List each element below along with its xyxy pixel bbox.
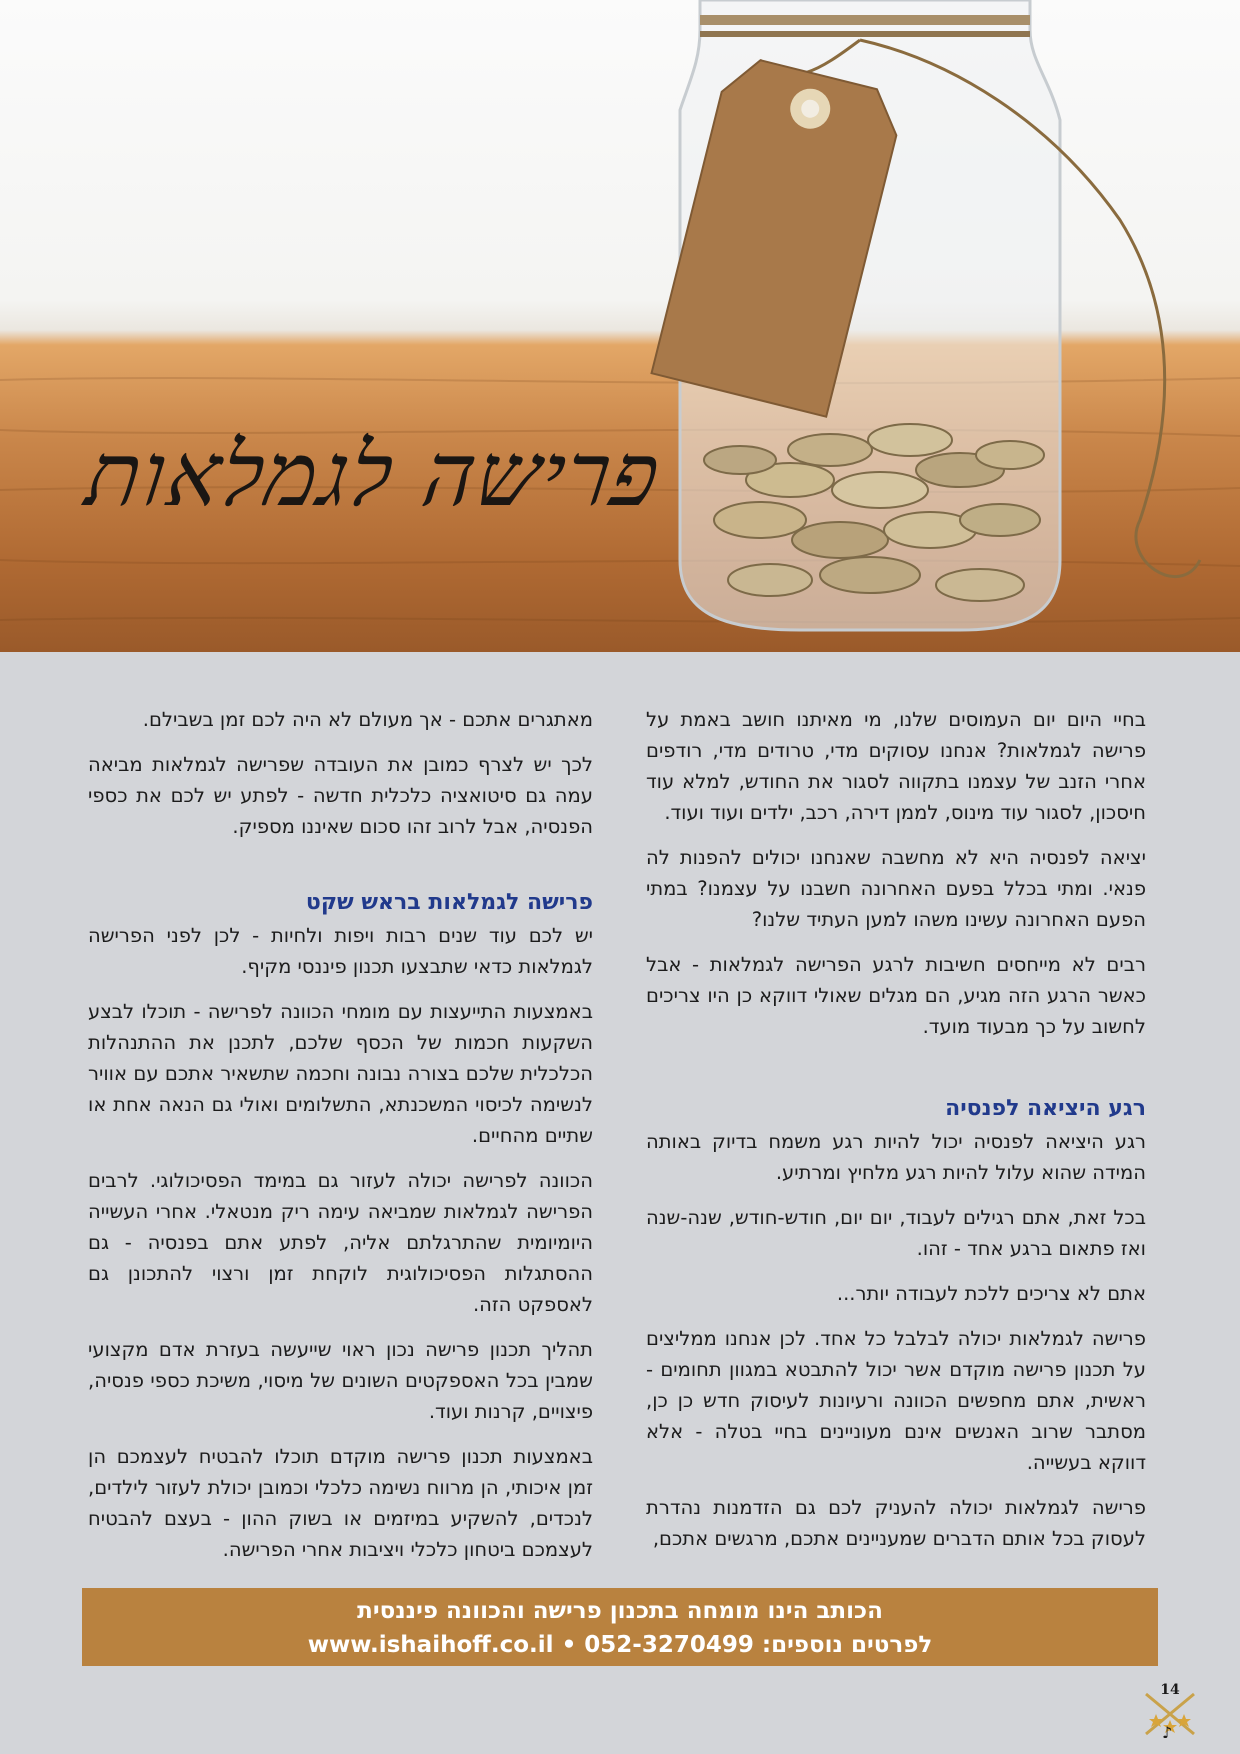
coin-jar-photo [0,0,1240,652]
paragraph: רגע היציאה לפנסיה יכול להיות רגע משמח בדיוק באותה המידה שהוא עלול להיות רגע מלחיץ ומרתיע. [646,1130,1146,1184]
paragraph: באמצעות תכנון פרישה מוקדם תוכלו להבטיח לעצמכם הן זמן איכותי, הן מרווח נשימה כלכלי וכמובן יכולת לעזור לילדים, לנכדים, להשקיע במיזמים או בשוק ההון - בעצם להבטיח לעצמכם ביטחון כלכלי ויציבות אחרי הפרישה. [88,1445,593,1561]
paragraph: יש לכם עוד שנים רבות ויפות ולחיות - לכן לפני הפרישה לגמלאות כדאי שתבצעו תכנון פיננסי מקיף. [88,924,593,978]
right-column [646,704,1146,1568]
paragraph: מאתגרים אתכם - אך מעולם לא היה לכם זמן בשבילם. [142,708,593,731]
paragraph: לכך יש לצרף כמובן את העובדה שפרישה לגמלאות מביאה עמה גם סיטואציה כלכלית חדשה - לפתע יש לכם את כספי הפנסיה, אבל לרוב זהו סכום שאיננו מספיק. [88,753,593,838]
left-column [88,704,593,1579]
paragraph: יציאה לפנסיה היא לא מחשבה שאנחנו יכולים להפנות לה פנאי. ומתי בכלל בפעם האחרונה חשבנו על עצמנו? במתי הפעם האחרונה עשינו משהו למען העתיד שלנו? [646,846,1146,931]
page-number-badge [1140,1678,1200,1738]
contact-details: לפרטים נוספים: 052-3270499 • www.ishaihoff.co.il [307,1632,933,1658]
page-title: פרישה לגמלאות [80,423,668,526]
page-number: 14 [1160,1682,1180,1698]
paragraph: בכל זאת, אתם רגילים לעבוד, יום יום, חודש-חודש, שנה-שנה ואז פתאום ברגע אחד - זהו. [646,1206,1146,1260]
author-credit: הכותב הינו מומחה בתכנון פרישה והכוונה פיננסית [357,1598,883,1624]
section-heading: רגע היציאה לפנסיה [945,1096,1146,1121]
paragraph: פרישה לגמלאות יכולה להעניק לכם גם הזדמנות נהדרת לעסוק בכל אותם הדברים שמעניינים אתכם, מרגשים אתכם, [646,1496,1146,1550]
paragraph: בחיי היום יום העמוסים שלנו, מי מאיתנו חושב באמת על פרישה לגמלאות? אנחנו עסוקים מדי, טרודים מדי, רודפים אחרי הזנב של עצמנו בתקווה לסגור את החודש, למלא עוד חיסכון, לסגור עוד מינוס, לממן דירה, רכב, ילדים ועוד ועוד. [646,708,1146,824]
paragraph: תהליך תכנון פרישה נכון ראוי שייעשה בעזרת אדם מקצועי שמבין בכל האספקטים השונים של מיסוי, משיכת כספי פנסיה, פיצויים, קרנות ועוד. [88,1338,593,1423]
paragraph: רבים לא מייחסים חשיבות לרגע הפרישה לגמלאות - אבל כאשר הרגע הזה מגיע, הם מגלים שאולי דווקא כן היו צריכים לחשוב על כך מבעוד מועד. [646,953,1146,1038]
paragraph: אתם לא צריכים ללכת לעבודה יותר... [836,1282,1146,1305]
contact-banner [82,1588,1158,1666]
paragraph: באמצעות התייעצות עם מומחי הכוונה לפרישה - תוכלו לבצע השקעות חכמות של הכסף שלכם, לתכנן את ההתנהלות הכלכלית שלכם בצורה נבונה וחכמה שתשאיר אתכם עם אוויר לנשימה לכיסוי המשכנתא, התשלומים ואולי גם הנאה אחת או שתיים מהחיים. [88,1000,593,1147]
paragraph: פרישה לגמלאות יכולה לבלבל כל אחד. לכן אנחנו ממליצים על תכנון פרישה מוקדם אשר יכול להתבטא במגוון תחומים - ראשית, אתם מחפשים הכוונה ורעיונות לעיסוק חדש כן כן, מסתבר שרוב האנשים אינם מעוניינים בחיי בטלה - אלא דווקא בעשייה. [646,1327,1146,1474]
svg-text:♪: ♪ [1162,1723,1173,1738]
section-heading: פרישה לגמלאות בראש שקט [305,890,593,915]
hero-image [0,0,1240,652]
paragraph: הכוונה לפרישה יכולה לעזור גם במימד הפסיכולוגי. לרבים הפרישה לגמלאות שמביאה עימה ריק מנטאלי. אחרי העשייה היומיומית שהתרגלתם אליה, לפתע אתם בפנסיה - גם ההסתגלות הפסיכולוגית לוקחת זמן ורצוי להתכונן גם לאספקט הזה. [88,1169,593,1316]
